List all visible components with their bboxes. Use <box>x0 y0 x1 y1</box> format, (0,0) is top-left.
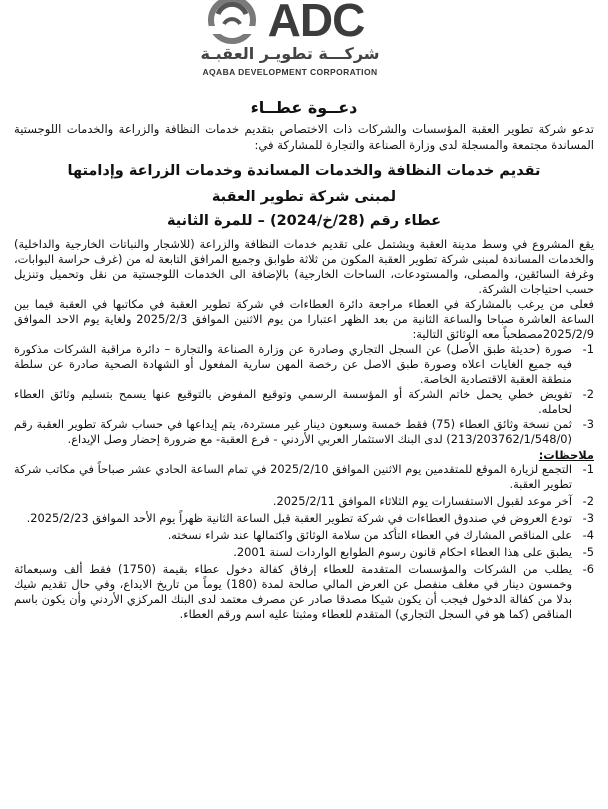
item-text: التجمع لزيارة الموقع للمتقدمين يوم الاثنين الموافق 2025/2/10 في تمام الساعة الحادي عشر صباحاً في مكاتب شركة تطوير العقبة. <box>14 462 572 491</box>
list-item <box>14 511 594 526</box>
item-text: صورة (حديثة طبق الأصل) عن السجل التجاري وصادرة عن وزارة الصناعة والتجارة – دائرة مراقبة الشركات مذكورة فيه جميع الغايات اعلاه وصورة طبق الاصل عن رخصة المهن سارية المفعول أو الشهادة الصحية صادرة عن سلطة منطقة العقبة الاقتصادية الخاصة. <box>14 342 572 386</box>
notes-title: ملاحظات: <box>538 448 594 462</box>
item-text: على المناقص المشارك في العطاء التأكد من سلامة الوثائق واكتمالها عند شراء نسخته. <box>167 528 572 542</box>
item-number: -1 <box>582 462 594 476</box>
tender-subject-line2: لمبنى شركة تطوير العقبة <box>211 189 397 205</box>
item-number: -4 <box>582 528 594 542</box>
list-item <box>14 342 594 387</box>
invitation-title: دعــوة عطــاء <box>250 98 358 117</box>
corporation-name-en: AQABA DEVELOPMENT CORPORATION <box>202 67 378 77</box>
project-description: يقع المشروع في وسط مدينة العقبة ويشتمل على تقديم خدمات النظافة والزراعة (للاشجار والنباتات الخارجية والداخلية) والخدمات المساندة لمبنى شركة تطوير العقبة المكون من ثلاثة طوابق وجميع المرافق التابعة له من (غرف حراسة البوابات، وغرفة السائقين، والمصلى، والمستودعات، الساحات الخارجية) بالإضافة الى الخدمات اللوجستية من نقل وتحميل وتنزيل حسب احتياجات الشركة. <box>14 237 594 296</box>
list-item <box>14 545 594 560</box>
notes-list <box>14 462 594 622</box>
list-item <box>14 417 594 447</box>
item-number: -5 <box>582 545 594 559</box>
item-number: -1 <box>582 342 594 356</box>
item-text: ثمن نسخة وثائق العطاء (75) فقط خمسة وسبعون دينار غير مستردة، يتم إيداعها في حساب شركة تطوير العقبة رقم (213/203762/1/548/0) لدى البنك الاستثمار العربي الأردني - فرع العقبة- مع ضرورة إحضار وصل الإيداع. <box>14 417 572 446</box>
item-number: -3 <box>582 511 594 525</box>
list-item <box>14 528 594 543</box>
item-text: تودع العروض في صندوق العطاءات في شركة تطوير العقبة قبل الساعة الثانية ظهراً يوم الأحد الموافق 2025/2/23. <box>26 511 572 525</box>
tender-subject-line1: تقديم خدمات النظافة والخدمات المساندة وخدمات الزراعة وإدامتها <box>67 163 541 179</box>
item-text: تفويض خطي يحمل خاتم الشركة أو المؤسسة الرسمي وتوقيع المفوض بالتوقيع عنها يسمح بتسليم وثائق العطاء لحامله. <box>14 387 572 416</box>
list-item <box>14 387 594 417</box>
item-number: -2 <box>582 494 594 508</box>
item-number: -2 <box>582 387 594 401</box>
logo-text: ADC <box>267 0 365 46</box>
intro-paragraph: تدعو شركة تطوير العقبة المؤسسات والشركات ذات الاختصاص بتقديم خدمات النظافة والزراعة والخدمات اللوجستية المساندة مجتمعة والمسجلة لدى وزارة الصناعة والتجارة للمشاركة في: <box>14 122 594 152</box>
tender-number: عطاء رقم (28/خ/2024) – للمرة الثانية <box>166 213 442 229</box>
corporation-name-ar: شركـــة تطويـر العقبـة <box>200 44 380 63</box>
list-item <box>14 494 594 509</box>
corporation-logo <box>0 0 594 92</box>
list-item <box>14 462 594 492</box>
item-text: آخر موعد لقبول الاستفسارات يوم الثلاثاء الموافق 2025/2/11. <box>272 494 572 508</box>
requirements-list <box>14 342 594 447</box>
participation-instructions: فعلى من يرغب بالمشاركة في العطاء مراجعة دائرة العطاءات في شركة تطوير العقبة في مكاتبها في العقبة فيما بين الساعة العاشرة صباحا والساعة الثانية من بعد الظهر اعتبارا من يوم الاثنين الموافق 2025/2/3 ولغاية يوم الاحد الموافق 2025/2/9مصطحباً معه الوثائق التالية: <box>14 297 594 341</box>
item-text: يطلب من الشركات والمؤسسات المتقدمة للعطاء إرفاق كفالة دخول عطاء بقيمة (1750) فقط ألف وسبعمائة وخمسون دينار في مغلف منفصل عن العرض المالي صالحة لمدة (180) يوماً من تاريخ الايداع، وفي حال تقديم شيك بدلا من كفالة الدخول فيجب أن يكون شيكا مصدقا صادر عن مصرف معتمد لدى البنك المركزي الأردني وأن يكون باسم المناقص (كما هو في السجل التجاري) المتقدم للعطاء ومثبتا عليه اسم ورقم العطاء. <box>14 562 572 621</box>
list-item <box>14 562 594 622</box>
item-text: يطبق على هذا العطاء احكام قانون رسوم الطوابع الواردات لسنة 2001. <box>233 545 572 559</box>
item-number: -6 <box>582 562 594 576</box>
item-number: -3 <box>582 417 594 431</box>
